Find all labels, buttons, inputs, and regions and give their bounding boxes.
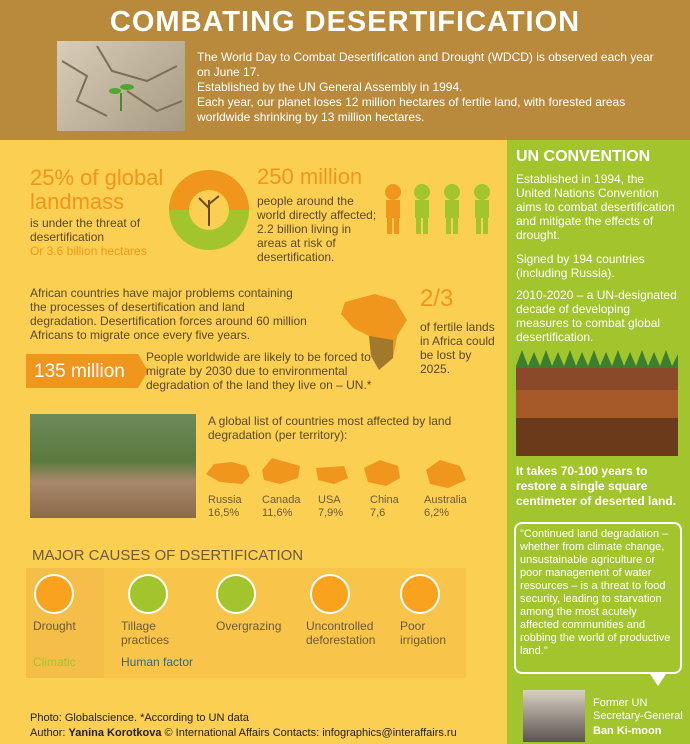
cause-overgrazing: Overgrazing — [216, 619, 282, 633]
cow-icon — [216, 574, 256, 614]
migrate-stat: 135 million — [34, 361, 125, 382]
aside-p2: Signed by 194 countries (including Russia). — [516, 252, 645, 280]
author-name: Yanina Korotkova — [68, 727, 162, 739]
soil-layers-icon — [516, 346, 678, 456]
country-china — [370, 494, 399, 520]
country-value: 7,9% — [318, 507, 344, 519]
country-canada — [262, 494, 301, 520]
irrigation-icon — [400, 574, 440, 614]
country-maps — [204, 454, 474, 492]
intro-text — [197, 50, 667, 125]
human-factor-label: Human factor — [121, 655, 194, 669]
countries-heading: A global list of countries most affected by land degradation (per territory): — [208, 414, 452, 442]
restore-text: It takes 70-100 years to restore a single square centimeter of deserted land. — [516, 464, 677, 508]
cause-drought: Drought — [33, 619, 76, 633]
cause-deforestation: Uncontrolled deforestation — [306, 619, 376, 647]
page-title: COMBATING DESERTIFICATION — [109, 6, 581, 38]
landmass-stat: 25% of global landmass — [30, 165, 164, 214]
landmass-sub: is under the threat of desertification — [30, 216, 141, 244]
intro-line-3: Each year, our planet loses 12 million hectares of fertile land, with forested areas worldwide shrinking by 13 million hectares. — [197, 95, 626, 124]
aside-p1: Established in 1994, the United Nations Convention aims to combat desertification and mitigate the effects of drought. — [516, 172, 675, 242]
china-map-icon — [364, 460, 400, 486]
drought-icon — [34, 574, 74, 614]
people-sub: people around the world directly affected; 2.2 billion living in areas at risk of desertification. — [257, 194, 377, 264]
intro-line-1: The World Day to Combat Desertification and Drought (WDCD) is observed each year on June 17. — [197, 50, 654, 79]
country-value: 6,2% — [424, 507, 450, 519]
causes-heading: MAJOR CAUSES OF DSERTIFICATION — [32, 547, 304, 564]
speaker-name: Ban Ki-moon — [593, 725, 662, 737]
aside-p3: 2010-2020 – a UN-designated decade of developing measures to combat global desertification. — [516, 288, 677, 344]
footer-photo: Photo: Globalscience. *According to UN data — [30, 712, 249, 724]
africa-fraction: 2/3 — [420, 285, 454, 312]
portrait-photo — [523, 690, 585, 742]
cause-irrigation: Poor irrigation — [400, 619, 447, 647]
footer-author — [30, 727, 457, 739]
author-label: Author: — [30, 727, 66, 739]
climatic-label: Climatic — [33, 655, 76, 669]
country-australia — [424, 494, 467, 520]
country-russia — [208, 494, 242, 520]
australia-map-icon — [426, 460, 466, 488]
country-name: Canada — [262, 494, 301, 506]
country-name: Australia — [424, 494, 467, 506]
cracked-earth-photo — [57, 41, 185, 131]
usa-map-icon — [316, 466, 348, 484]
seedling-icon — [57, 41, 185, 131]
country-value: 7,6 — [370, 507, 386, 519]
cause-tillage: Tillage practices — [121, 619, 170, 647]
country-name: USA — [318, 494, 341, 506]
stump-icon — [310, 574, 350, 614]
country-value: 16,5% — [208, 507, 240, 519]
africa-text: African countries have major problems containing the processes of desertification and land degradation. Desertification forces around 60 million Africans to migrate once every five years. — [30, 286, 307, 342]
country-usa — [318, 494, 343, 520]
footer-rest: © International Affairs Contacts: infographics@interaffairs.ru — [164, 727, 457, 739]
former-label: Former UN Secretary-General — [593, 697, 683, 722]
tractor-icon — [128, 574, 168, 614]
country-name: China — [370, 494, 399, 506]
quote-text: "Continued land degradation – whether from climate change, unsustainable agriculture or poor management of water resources – is a threat to food security, leading to starvation among the most acutely affected communities and robbing the world of productive land." — [520, 528, 671, 657]
people-icon — [378, 182, 498, 236]
africa-fraction-sub: of fertile lands in Africa could be lost by 2025. — [420, 320, 495, 376]
country-value: 11,6% — [262, 507, 293, 519]
deforestation-photo — [30, 414, 196, 518]
intro-line-2: Established by the UN General Assembly in 1994. — [197, 80, 463, 94]
landmass-pie-icon — [167, 168, 251, 252]
landmass-extra: Or 3.6 billion hectares — [30, 244, 147, 258]
people-stat: 250 million — [257, 164, 363, 189]
quote-pointer — [650, 674, 666, 686]
aside-heading: UN CONVENTION — [516, 148, 651, 165]
migrate-text: People worldwide are likely to be forced to migrate by 2030 due to environmental degradation of the land they live on – UN.* — [146, 350, 372, 392]
russia-map-icon — [206, 462, 250, 484]
country-name: Russia — [208, 494, 242, 506]
canada-map-icon — [262, 458, 300, 484]
